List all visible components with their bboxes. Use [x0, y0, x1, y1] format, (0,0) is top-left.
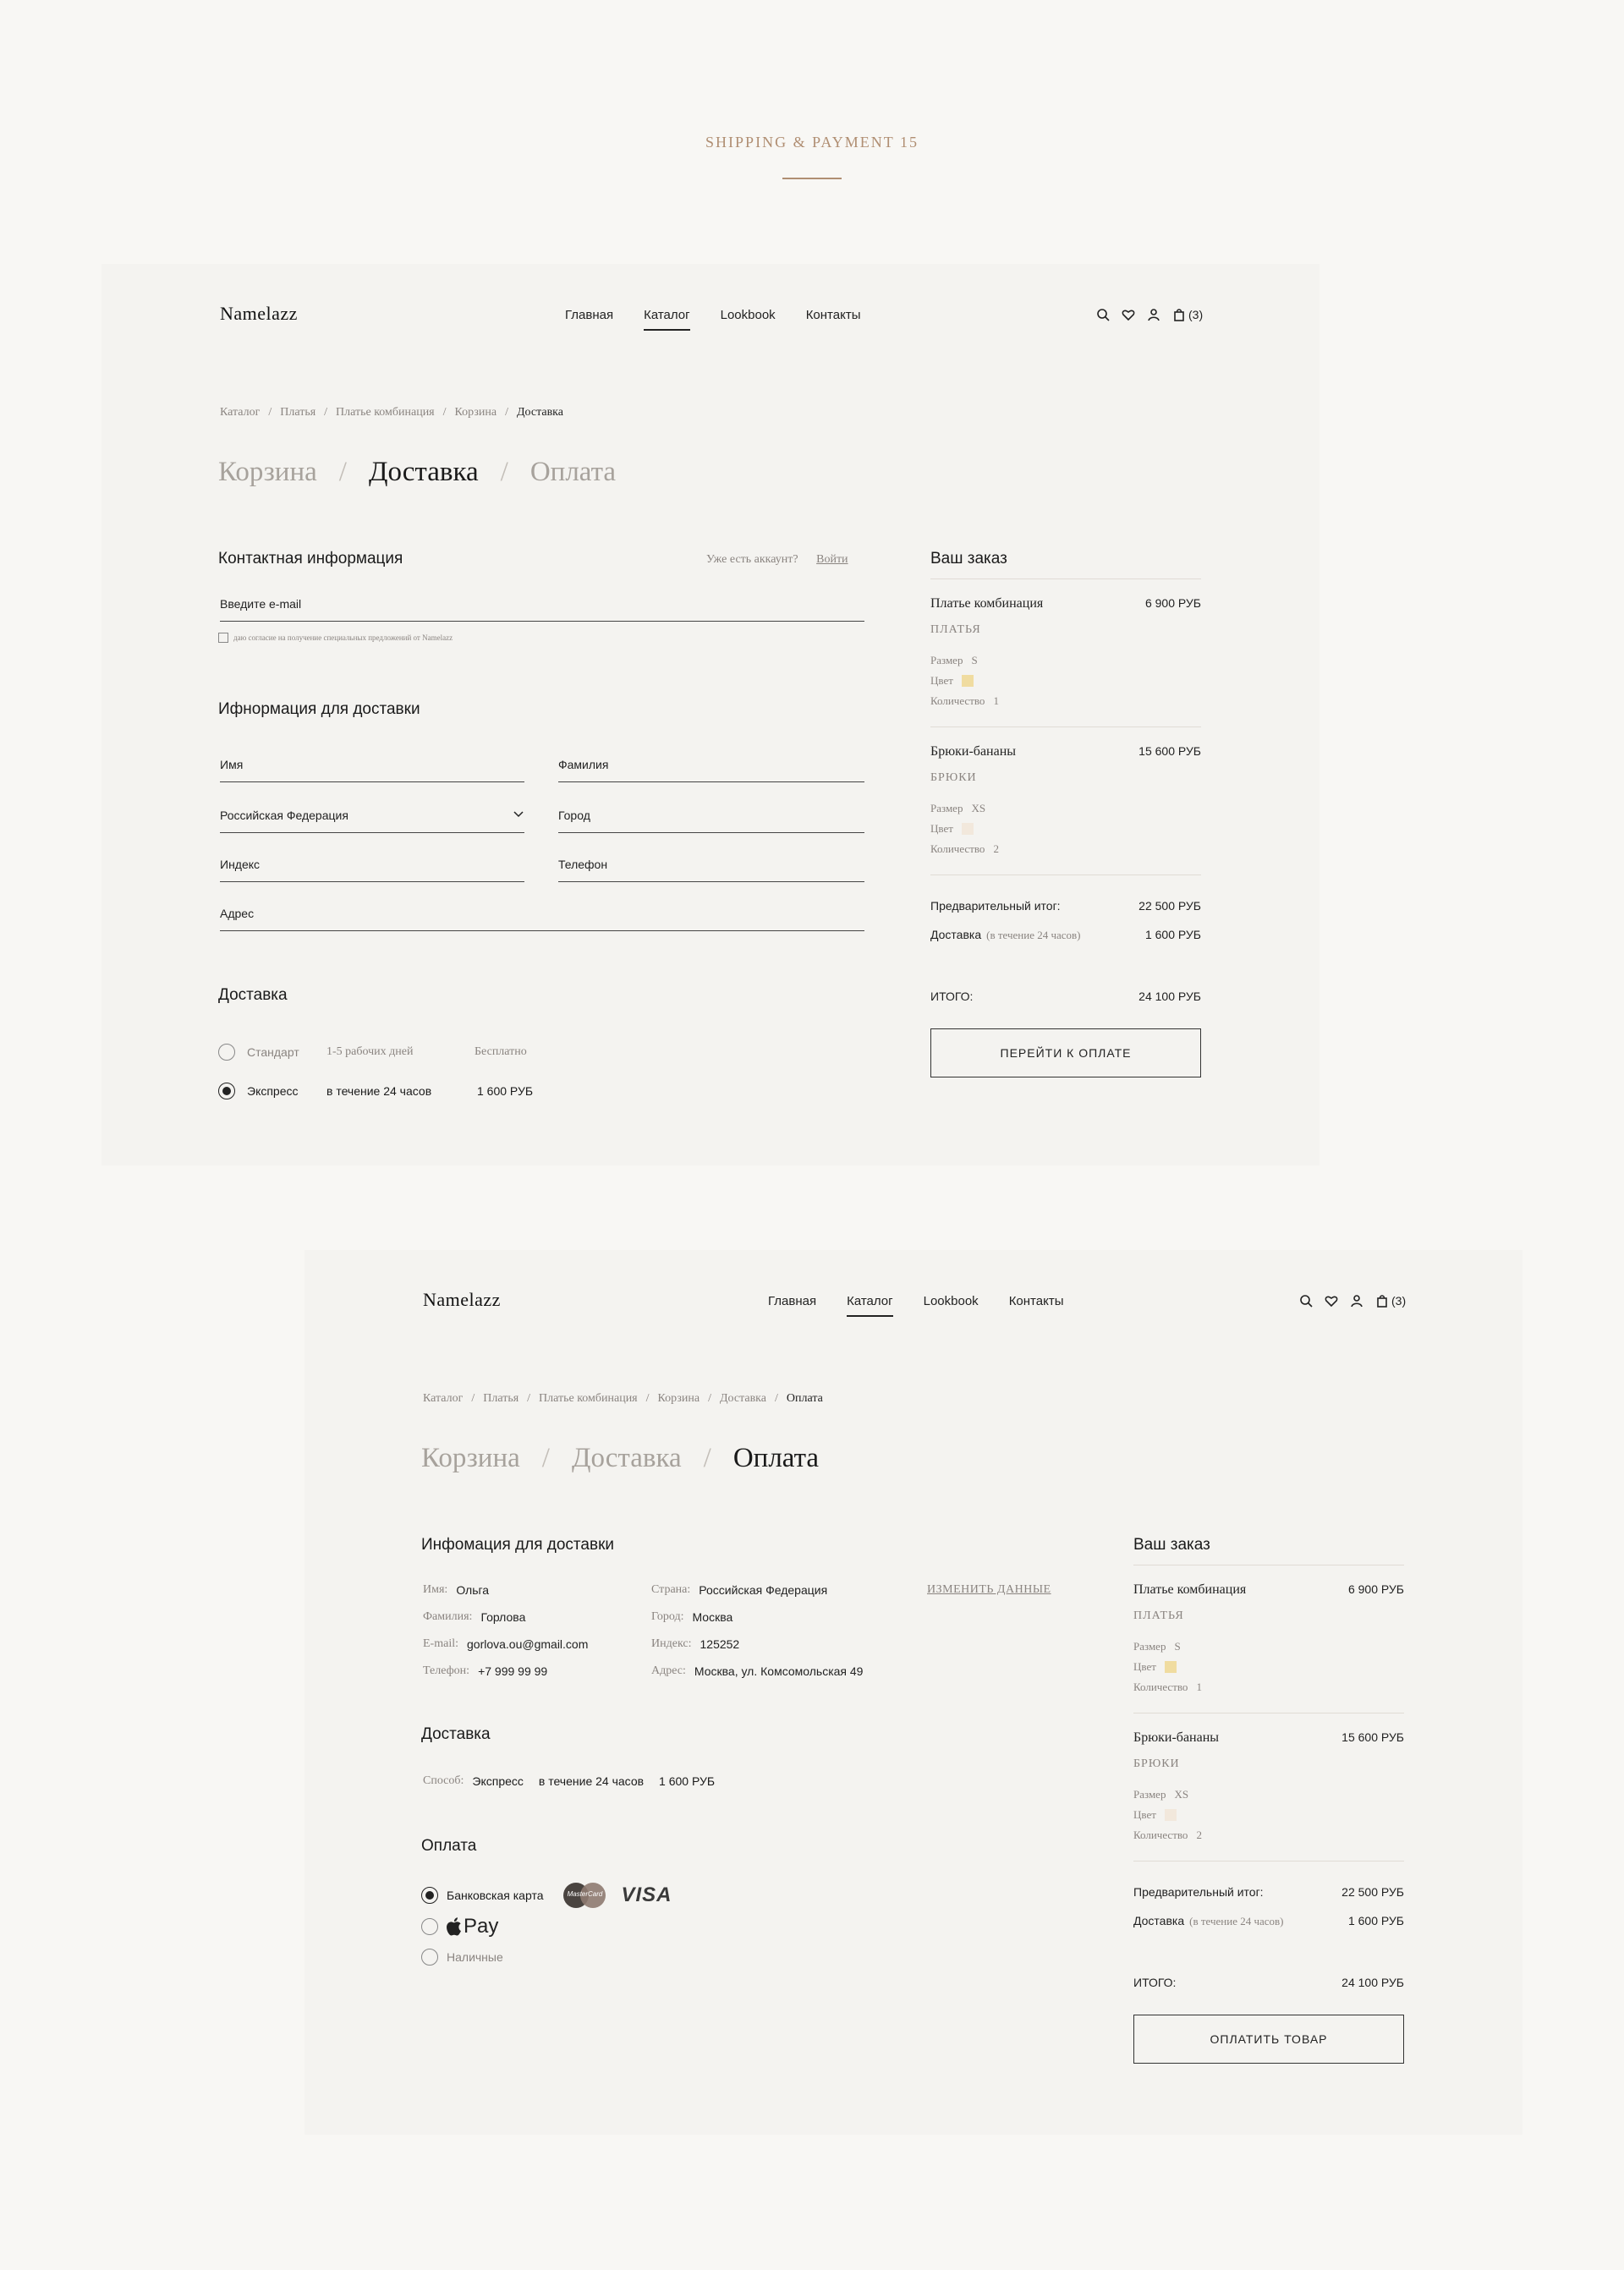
- header-icons: [1299, 1294, 1406, 1308]
- info-right-column: [651, 1583, 863, 1678]
- cart-count: (3): [1391, 1294, 1407, 1308]
- qty-value: 2: [1196, 1829, 1202, 1841]
- info-left-column: [423, 1583, 588, 1678]
- item-category: БРЮКИ: [930, 771, 977, 784]
- method-time: в течение 24 часов: [538, 1774, 645, 1788]
- last-name-field[interactable]: Фамилия: [558, 758, 864, 782]
- cart-button[interactable]: [1172, 308, 1203, 321]
- color-label: Цвет: [930, 822, 953, 835]
- item-size: [1133, 1788, 1404, 1801]
- breadcrumb-current: Доставка: [516, 406, 563, 419]
- order-summary: [1133, 1536, 1404, 2064]
- shipping-method-row: [423, 1774, 715, 1788]
- delivery-value: 1 600 РУБ: [1347, 1914, 1404, 1927]
- order-item: [930, 579, 1201, 727]
- qty-value: 1: [993, 694, 999, 707]
- size-value: S: [971, 654, 978, 666]
- city-field[interactable]: Город: [558, 809, 864, 833]
- item-qty: [930, 694, 1201, 708]
- method-label: Способ:: [423, 1774, 464, 1787]
- size-label: Размер: [1133, 1640, 1166, 1653]
- shipping-option-express[interactable]: [218, 1083, 533, 1099]
- total-label: ИТОГО:: [1133, 1976, 1177, 1989]
- total-row: [930, 990, 1201, 1003]
- color-swatch: [962, 823, 974, 835]
- shipping-option-time: 1-5 рабочих дней: [326, 1045, 414, 1058]
- total-row: [1133, 1976, 1404, 1989]
- radio-card[interactable]: [421, 1887, 438, 1904]
- item-price: 6 900 РУБ: [1347, 1582, 1404, 1596]
- size-label: Размер: [930, 802, 963, 814]
- method-value: Экспресс: [472, 1774, 524, 1788]
- breadcrumb-item[interactable]: Платья: [483, 1392, 519, 1405]
- cart-count: (3): [1188, 308, 1204, 321]
- info-country: [651, 1583, 863, 1597]
- payment-card-label: Банковская карта: [447, 1889, 544, 1902]
- info-value: Российская Федерация: [699, 1583, 828, 1597]
- mastercard-icon: [563, 1883, 606, 1908]
- qty-value: 1: [1196, 1681, 1202, 1693]
- visa-icon: VISA: [621, 1883, 672, 1906]
- delivery-info-title: Ифнормация для доставки: [218, 700, 420, 718]
- shipping-title: Доставка: [218, 986, 288, 1004]
- qty-label: Количество: [930, 694, 985, 707]
- info-label: Телефон:: [423, 1664, 470, 1677]
- delivery-info-title: Инфомация для доставки: [421, 1536, 615, 1554]
- info-label: Имя:: [423, 1583, 448, 1596]
- main-nav: [565, 308, 860, 331]
- search-icon[interactable]: [1299, 1294, 1313, 1308]
- nav-item-home[interactable]: Главная: [565, 308, 614, 322]
- step-delivery: Доставка: [368, 457, 479, 487]
- step-payment: Оплата: [732, 1443, 820, 1473]
- subtotal-row: [930, 899, 1201, 913]
- step-delivery[interactable]: Доставка: [571, 1443, 682, 1473]
- info-first-name: [423, 1583, 588, 1597]
- address-field[interactable]: Адрес: [220, 907, 864, 931]
- country-select[interactable]: [220, 809, 524, 833]
- logo[interactable]: Namelazz: [220, 303, 298, 324]
- zip-field[interactable]: Индекс: [220, 858, 524, 882]
- mastercard-text: MasterCard: [567, 1890, 603, 1898]
- order-item: [1133, 1713, 1404, 1862]
- total-label: ИТОГО:: [930, 990, 974, 1003]
- payment-option-applepay[interactable]: [421, 1915, 498, 1938]
- apple-icon: [447, 1917, 462, 1936]
- info-value: Горлова: [480, 1610, 526, 1624]
- info-value: gorlova.ou@gmail.com: [467, 1637, 589, 1651]
- item-qty: [930, 842, 1201, 856]
- item-size: [930, 654, 1201, 667]
- subtotal-value: 22 500 РУБ: [1138, 899, 1201, 913]
- item-color: [930, 822, 1201, 836]
- contact-title: Контактная информация: [218, 550, 403, 568]
- chevron-down-icon: [513, 809, 524, 822]
- delivery-row: [1133, 1914, 1404, 1928]
- nav-item-lookbook[interactable]: Lookbook: [923, 1294, 979, 1308]
- payment-option-cash[interactable]: [421, 1949, 503, 1966]
- payment-option-card[interactable]: [421, 1883, 672, 1908]
- radio-standard[interactable]: [218, 1044, 235, 1061]
- payment-cash-label: Наличные: [447, 1950, 503, 1964]
- email-field[interactable]: Введите e-mail: [220, 597, 864, 622]
- breadcrumb-item[interactable]: Корзина: [454, 406, 497, 419]
- breadcrumb-item[interactable]: Корзина: [657, 1392, 700, 1405]
- item-size: [1133, 1640, 1404, 1653]
- have-account-text: Уже есть аккаунт?: [706, 553, 798, 566]
- delivery-note: (в течение 24 часов): [986, 929, 1081, 941]
- bag-icon: [1375, 1294, 1389, 1308]
- subtotal-value: 22 500 РУБ: [1341, 1885, 1404, 1899]
- info-value: Москва: [692, 1610, 733, 1624]
- breadcrumb: Каталог / Платья / Платье комбинация / Корзина / Доставка / Оплата: [423, 1392, 823, 1405]
- consent-row: [218, 633, 453, 643]
- info-label: Город:: [651, 1610, 684, 1623]
- item-price: 6 900 РУБ: [1144, 596, 1201, 610]
- header-icons: [1096, 308, 1203, 321]
- item-qty: [1133, 1681, 1404, 1694]
- checkout-steps: Корзина / Доставка / Оплата: [421, 1443, 820, 1473]
- search-icon[interactable]: [1096, 308, 1110, 321]
- item-name[interactable]: Платье комбинация: [1133, 1582, 1247, 1597]
- info-label: Страна:: [651, 1583, 691, 1596]
- info-label: Адрес:: [651, 1664, 686, 1677]
- breadcrumb-item[interactable]: Каталог: [423, 1392, 464, 1405]
- breadcrumb: Каталог / Платья / Платье комбинация / Корзина / Доставка: [220, 406, 563, 419]
- item-color: [1133, 1660, 1404, 1674]
- item-size: [930, 802, 1201, 815]
- qty-label: Количество: [930, 842, 985, 855]
- radio-applepay[interactable]: [421, 1918, 438, 1935]
- item-category: ПЛАТЬЯ: [930, 623, 981, 636]
- breadcrumb-item[interactable]: Доставка: [719, 1392, 766, 1405]
- info-value: 125252: [700, 1637, 740, 1651]
- method-price: 1 600 РУБ: [659, 1774, 716, 1788]
- nav-item-catalog[interactable]: Каталог: [847, 1294, 893, 1317]
- info-city: [651, 1610, 863, 1624]
- item-color: [930, 674, 1201, 688]
- info-email: [423, 1637, 588, 1651]
- page-label: SHIPPING & PAYMENT 15: [705, 134, 919, 151]
- step-payment[interactable]: Оплата: [529, 457, 617, 487]
- info-value: Москва, ул. Комсомольская 49: [694, 1664, 864, 1678]
- order-item: [930, 727, 1201, 875]
- total-value: 24 100 РУБ: [1138, 990, 1201, 1003]
- color-swatch: [962, 675, 974, 687]
- color-swatch: [1165, 1661, 1177, 1673]
- order-item: [1133, 1565, 1404, 1713]
- step-cart[interactable]: Корзина: [218, 457, 317, 487]
- page-label-divider: [782, 178, 842, 179]
- info-value: +7 999 99 99: [478, 1664, 548, 1678]
- subtotal-label: Предварительный итог:: [1133, 1885, 1264, 1899]
- item-category: БРЮКИ: [1133, 1757, 1180, 1770]
- payment-title: Оплата: [421, 1837, 477, 1855]
- color-label: Цвет: [1133, 1660, 1156, 1673]
- radio-express[interactable]: [218, 1083, 235, 1099]
- have-account: [706, 553, 848, 567]
- cart-button[interactable]: [1375, 1294, 1406, 1308]
- info-zip: [651, 1637, 863, 1651]
- pay-button[interactable]: ОПЛАТИТЬ ТОВАР: [1133, 2015, 1404, 2064]
- shipping-option-standard[interactable]: [218, 1044, 527, 1061]
- info-label: Фамилия:: [423, 1610, 473, 1623]
- total-value: 24 100 РУБ: [1341, 1976, 1404, 1989]
- order-title: Ваш заказ: [930, 550, 1201, 579]
- first-name-field[interactable]: Имя: [220, 758, 524, 782]
- size-value: S: [1174, 1640, 1181, 1653]
- item-name[interactable]: Брюки-бананы: [930, 744, 1017, 759]
- heart-icon[interactable]: [1325, 1294, 1338, 1308]
- color-swatch: [1165, 1809, 1177, 1821]
- info-label: Индекс:: [651, 1637, 692, 1650]
- user-icon[interactable]: [1147, 308, 1160, 321]
- color-label: Цвет: [1133, 1808, 1156, 1821]
- nav-item-home[interactable]: Главная: [768, 1294, 817, 1308]
- shipping-option-price: Бесплатно: [475, 1045, 527, 1058]
- delivery-row: [930, 928, 1201, 942]
- phone-field[interactable]: Телефон: [558, 858, 864, 882]
- consent-text: даю согласие на получение специальных предложений от Namelazz: [233, 633, 453, 642]
- checkout-steps: Корзина / Доставка / Оплата: [218, 457, 617, 487]
- delivery-value: 1 600 РУБ: [1144, 928, 1201, 941]
- nav-item-contacts[interactable]: Контакты: [805, 308, 861, 322]
- nav-item-contacts[interactable]: Контакты: [1008, 1294, 1064, 1308]
- nav-item-lookbook[interactable]: Lookbook: [720, 308, 776, 322]
- item-name[interactable]: Платье комбинация: [930, 596, 1044, 611]
- item-qty: [1133, 1829, 1404, 1842]
- user-icon[interactable]: [1350, 1294, 1363, 1308]
- apple-pay-icon: [447, 1915, 498, 1938]
- logo[interactable]: Namelazz: [423, 1289, 501, 1310]
- info-label: E-mail:: [423, 1637, 458, 1650]
- info-value: Ольга: [456, 1583, 490, 1597]
- item-price: 15 600 РУБ: [1138, 744, 1201, 758]
- info-phone: [423, 1664, 588, 1678]
- breadcrumb-item[interactable]: Платье комбинация: [336, 406, 435, 419]
- edit-data-link[interactable]: ИЗМЕНИТЬ ДАННЫЕ: [927, 1583, 1051, 1596]
- shipping-screen: [102, 264, 1320, 1165]
- apple-pay-text: Pay: [464, 1915, 499, 1938]
- size-label: Размер: [1133, 1788, 1166, 1801]
- qty-label: Количество: [1133, 1829, 1188, 1841]
- shipping-option-price: 1 600 РУБ: [477, 1084, 534, 1098]
- shipping-option-time: в течение 24 часов: [326, 1084, 432, 1098]
- item-color: [1133, 1808, 1404, 1822]
- color-label: Цвет: [930, 674, 953, 687]
- delivery-label: Доставка: [1133, 1914, 1185, 1927]
- size-value: XS: [1174, 1788, 1189, 1801]
- radio-cash[interactable]: [421, 1949, 438, 1966]
- item-price: 15 600 РУБ: [1341, 1730, 1404, 1744]
- order-summary: [930, 550, 1201, 1077]
- nav-item-catalog[interactable]: Каталог: [644, 308, 690, 331]
- order-title: Ваш заказ: [1133, 1536, 1404, 1565]
- breadcrumb-item[interactable]: Платья: [280, 406, 316, 419]
- subtotal-label: Предварительный итог:: [930, 899, 1061, 913]
- heart-icon[interactable]: [1122, 308, 1135, 321]
- item-category: ПЛАТЬЯ: [1133, 1609, 1184, 1622]
- step-cart[interactable]: Корзина: [421, 1443, 520, 1473]
- qty-value: 2: [993, 842, 999, 855]
- bag-icon: [1172, 308, 1186, 321]
- item-name[interactable]: Брюки-бананы: [1133, 1730, 1220, 1745]
- qty-label: Количество: [1133, 1681, 1188, 1693]
- consent-checkbox[interactable]: [218, 633, 228, 643]
- info-last-name: [423, 1610, 588, 1624]
- delivery-note: (в течение 24 часов): [1189, 1915, 1284, 1927]
- country-value: Российская Федерация: [220, 809, 348, 822]
- delivery-label: Доставка: [930, 928, 982, 941]
- main-nav: [768, 1294, 1063, 1317]
- info-address: [651, 1664, 863, 1678]
- login-link[interactable]: Войти: [816, 553, 848, 566]
- breadcrumb-item[interactable]: Платье комбинация: [539, 1392, 638, 1405]
- shipping-option-name: Стандарт: [247, 1045, 299, 1059]
- breadcrumb-item[interactable]: Каталог: [220, 406, 261, 419]
- size-label: Размер: [930, 654, 963, 666]
- breadcrumb-current: Оплата: [786, 1392, 823, 1405]
- go-to-payment-button[interactable]: ПЕРЕЙТИ К ОПЛАТЕ: [930, 1028, 1201, 1077]
- shipping-title: Доставка: [421, 1725, 491, 1743]
- subtotal-row: [1133, 1885, 1404, 1899]
- payment-screen: [304, 1250, 1522, 2135]
- size-value: XS: [971, 802, 986, 814]
- shipping-option-name: Экспресс: [247, 1084, 299, 1098]
